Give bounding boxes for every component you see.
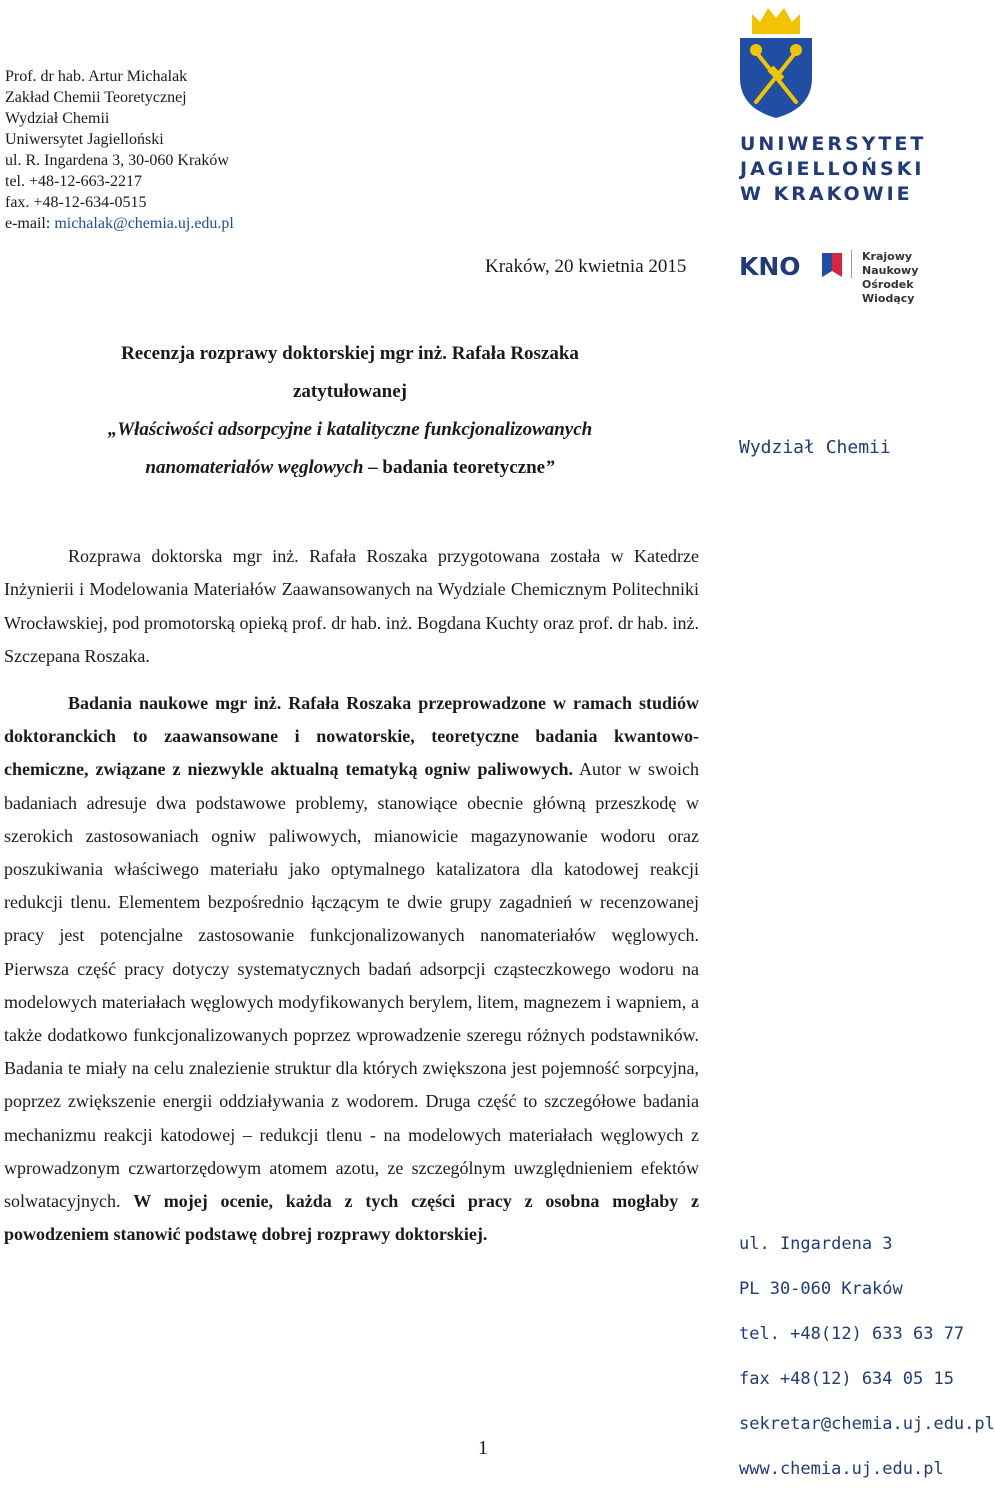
author-tel: tel. +48-12-663-2217 <box>5 173 142 190</box>
assessment-body: Autor w swoich badaniach adresuje dwa podstawowe problemy, stanowiące obecnie główną przeszkodę w szerokich zastosowaniach ogniw paliwowych, mianowicie magazynowanie wodoru oraz poszukiwania właściwego materiału jako optymalnego katalizatora dla katodowej reakcji redukcji tlenu. Elementem bezpośrednio łączącym te dwie grupy zagadnień w recenzowanej pracy jest potencjalne zastosowanie funkcjonalizowanych nanomateriałów węglowych. Pierwsza część pracy dotyczy systematycznych badań adsorpcji cząsteczkowego wodoru na modelowych materiałach węglowych modyfikowanych berylem, litem, magnezem i wapniem, a także dodatkowo funkcjonalizowanych poprzez wprowadzenie szeregu różnych podstawników. Badania te miały na celu znalezienie struktur dla których zwiększona jest pojemność sorpcyjna, poprzez zwiększenie energii oddziaływania z wodorem. Druga część to szczegółowe badania mechanizmu reakcji katodowej – redukcji tlenu - na modelowych materiałach węglowych z wprowadzonym czwartorzędowym atomem azotu, ze szczególnym uwzględnieniem efektów solwatacyjnych. <box>4 759 700 1212</box>
letterhead-fax: fax +48(12) 634 05 15 <box>739 1369 954 1389</box>
kno-caption <box>862 250 960 306</box>
review-title <box>0 335 700 487</box>
uni-name-line-3: W KRAKOWIE <box>740 183 913 205</box>
author-university: Uniwersytet Jagielloński <box>5 131 164 148</box>
university-name-logo <box>740 132 926 207</box>
kno-logo-text: KNO <box>739 252 801 281</box>
letterhead-website[interactable]: www.chemia.uj.edu.pl <box>739 1459 944 1479</box>
crown-icon <box>752 8 800 30</box>
letterhead-contact <box>739 1222 995 1492</box>
author-fax: fax. +48-12-634-0515 <box>5 194 147 211</box>
author-contact-block <box>5 66 234 234</box>
paragraph-intro: Rozprawa doktorska mgr inż. Rafała Roszaka przygotowana została w Katedrze Inżynierii i Modelowania Materiałów Zaawansowanych na Wydziale Chemicznym Politechniki Wrocławskiej, pod promotorską opieką prof. dr hab. inż. Bogdana Kuchty oraz prof. dr hab. inż. Szczepana Roszaka. <box>4 546 699 666</box>
assessment-bold-end: W mojej ocenie, każda z tych części pracy z osobna mogłaby z powodzeniem stanowić podstawę dobrej rozprawy doktorskiej. <box>4 1191 699 1245</box>
uni-name-line-2: JAGIELLOŃSKI <box>740 158 925 180</box>
author-email-line <box>5 213 234 234</box>
page-number: 1 <box>478 1437 488 1459</box>
document-date: Kraków, 20 kwietnia 2015 <box>485 256 687 277</box>
thesis-title-part-b: – badania teoretyczne <box>363 457 546 478</box>
letterhead-faculty: Wydział Chemii <box>739 437 891 458</box>
letterhead-email[interactable]: sekretar@chemia.uj.edu.pl <box>739 1414 995 1434</box>
letterhead-tel: tel. +48(12) 633 63 77 <box>739 1324 965 1344</box>
kno-flag-icon <box>820 251 844 279</box>
author-faculty: Wydział Chemii <box>5 110 110 127</box>
assessment-bold-start: Badania naukowe mgr inż. Rafała Roszaka przeprowadzone w ramach studiów doktoranckich to zaawansowane i nowatorskie, teoretyczne badania kwantowo-chemiczne, związane z niezwykle aktualną tematyką ogniw paliwowych. <box>4 693 699 780</box>
thesis-title-line-2 <box>0 449 700 487</box>
author-name: Prof. dr hab. Artur Michalak <box>5 68 188 85</box>
letterhead-city: PL 30-060 Kraków <box>739 1279 903 1299</box>
thesis-title-line-1: „Właściwości adsorpcyjne i katalityczne funkcjonalizowanych <box>107 419 593 440</box>
kno-caption-line-1: Krajowy Naukowy <box>862 250 919 277</box>
university-crest-logo <box>738 4 814 120</box>
author-department: Zakład Chemii Teoretycznej <box>5 89 187 106</box>
letterhead-address: ul. Ingardena 3 <box>739 1234 893 1254</box>
thesis-title-closing-quote: ” <box>545 457 555 478</box>
kno-divider <box>851 250 852 278</box>
uni-name-line-1: UNIWERSYTET <box>740 133 927 155</box>
thesis-title-part-a: nanomateriałów węglowych <box>145 457 364 478</box>
email-link[interactable]: michalak@chemia.uj.edu.pl <box>54 215 234 232</box>
email-label: e-mail: <box>5 215 55 232</box>
author-street: ul. R. Ingardena 3, 30-060 Kraków <box>5 152 229 169</box>
kno-caption-line-2: Ośrodek Wiodący <box>862 278 915 305</box>
title-line-2: zatytułowanej <box>293 381 407 402</box>
paragraph-assessment <box>4 687 699 1251</box>
title-line-1: Recenzja rozprawy doktorskiej mgr inż. Rafała Roszaka <box>121 343 579 364</box>
